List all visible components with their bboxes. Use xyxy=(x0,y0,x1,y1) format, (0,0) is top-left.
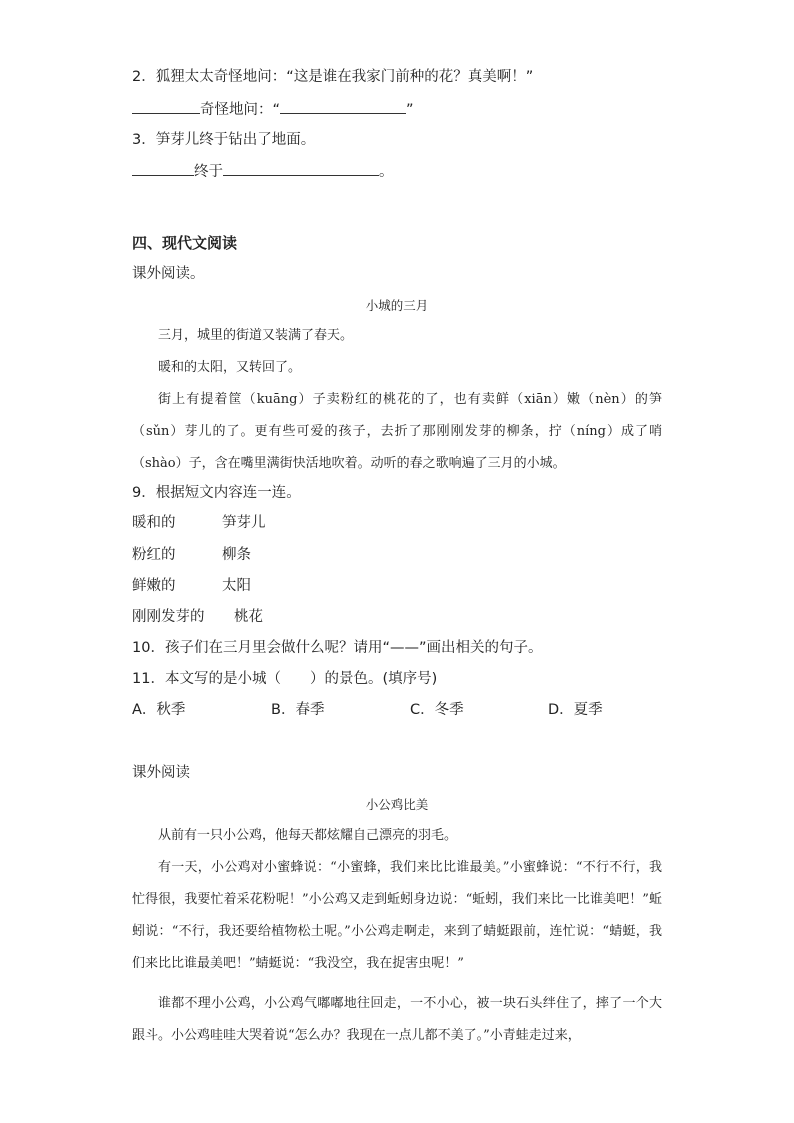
match-left-item[interactable]: 刚刚发芽的 xyxy=(132,609,205,625)
option-c[interactable]: C．冬季 xyxy=(410,702,464,718)
section-heading: 四、现代文阅读 xyxy=(132,234,238,252)
match-right-item[interactable]: 太阳 xyxy=(222,578,251,594)
question-11: 11．本文写的是小城（ ）的景色。(填序号) xyxy=(132,671,438,687)
reading-label: 课外阅读 xyxy=(132,765,190,781)
match-right-item[interactable]: 桃花 xyxy=(234,609,263,625)
question-2: 2．狐狸太太奇怪地问：“这是谁在我家门前种的花？真美啊！” xyxy=(132,69,534,85)
match-left-item[interactable]: 粉红的 xyxy=(132,547,176,563)
question-2-answer-line xyxy=(132,99,414,120)
option-a[interactable]: A．秋季 xyxy=(132,702,186,718)
match-left-item[interactable]: 鲜嫩的 xyxy=(132,578,176,594)
question-3-answer-line xyxy=(132,161,394,182)
story-text xyxy=(132,820,662,1052)
story-title: 小公鸡比美 xyxy=(365,797,429,812)
answer-prompt: 奇怪地问：“ xyxy=(200,102,281,118)
story-paragraph: 有一天，小公鸡对小蜜蜂说：“小蜜蜂，我们来比比谁最美。”小蜜蜂说：“不行不行，我忙得很，我要忙着采花粉呢！”小公鸡又走到蚯蚓身边说：“蚯蚓，我们来比一比谁美吧！”蚯蚓说：“不行，我还要给植物松土呢。”小公鸡走啊走，来到了蜻蜓跟前，连忙说：“蜻蜓，我们来比比谁最美吧！”蜻蜓说：“我没空，我在捉害虫呢！” xyxy=(132,860,662,971)
answer-blank[interactable] xyxy=(132,99,200,114)
answer-blank[interactable] xyxy=(132,161,194,176)
question-3: 3．笋芽儿终于钻出了地面。 xyxy=(132,132,316,148)
option-d[interactable]: D．夏季 xyxy=(548,702,603,718)
answer-blank[interactable] xyxy=(280,99,406,114)
story-paragraph: 暖和的太阳，又转回了。 xyxy=(158,360,302,375)
reading-label: 课外阅读。 xyxy=(132,266,205,282)
question-10: 10．孩子们在三月里会做什么呢？请用“——”画出相关的句子。 xyxy=(132,640,543,656)
story-paragraph: 从前有一只小公鸡，他每天都炫耀自己漂亮的羽毛。 xyxy=(158,828,458,843)
match-right-item[interactable]: 笋芽儿 xyxy=(222,515,266,531)
answer-prompt-end: ” xyxy=(406,102,414,118)
question-9: 9．根据短文内容连一连。 xyxy=(132,485,301,501)
answer-prompt: 终于 xyxy=(194,164,223,180)
match-left-item[interactable]: 暖和的 xyxy=(132,515,176,531)
answer-prompt-end: 。 xyxy=(379,164,394,180)
story-paragraph: 三月，城里的街道又装满了春天。 xyxy=(158,328,354,343)
match-right-item[interactable]: 柳条 xyxy=(222,547,251,563)
story-title: 小城的三月 xyxy=(365,298,429,313)
story-paragraph: 谁都不理小公鸡，小公鸡气嘟嘟地往回走，一不小心，被一块石头绊住了，摔了一个大跟斗。小公鸡哇哇大哭着说“怎么办？我现在一点儿都不美了。”小青蛙走过来， xyxy=(132,996,662,1043)
option-b[interactable]: B．春季 xyxy=(271,702,325,718)
answer-blank[interactable] xyxy=(223,161,379,176)
story-text xyxy=(132,320,662,480)
story-paragraph: 街上有提着筐（kuāng）子卖粉红的桃花的了，也有卖鲜（xiān）嫩（nèn）的笋（sǔn）芽儿的了。更有些可爱的孩子，去折了那刚刚发芽的柳条，拧（níng）成了哨（shào）子，含在嘴里满街快活地吹着。动听的春之歌响遍了三月的小城。 xyxy=(132,392,662,471)
